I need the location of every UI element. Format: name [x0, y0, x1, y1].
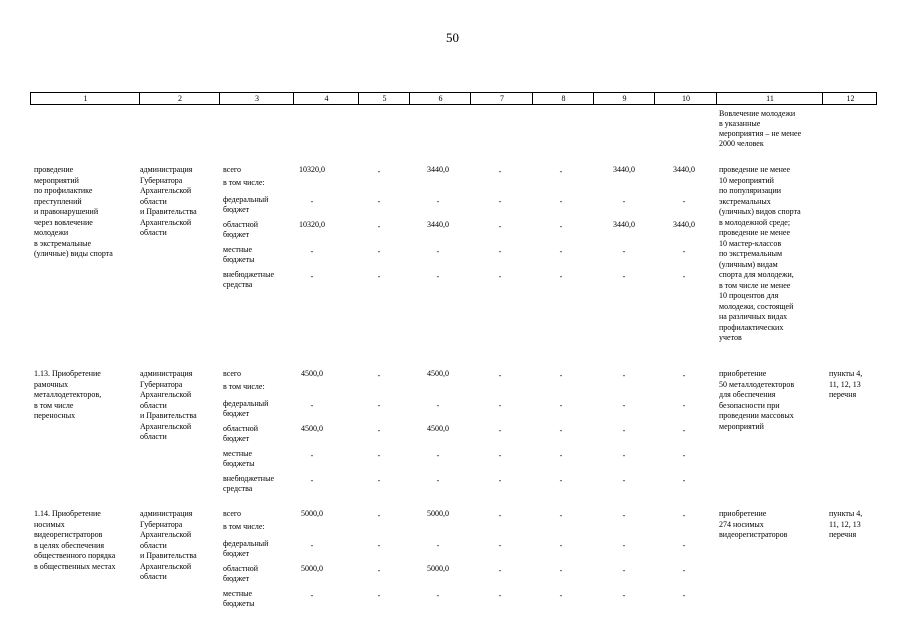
result-line: в молодежной среде; [719, 217, 791, 227]
result-line: видеорегистраторов [719, 530, 788, 539]
result-line: мероприятий [719, 421, 764, 431]
result-line: для обеспечения [719, 390, 776, 399]
value-cell: - [498, 401, 502, 410]
header-cell: 6 [438, 94, 443, 103]
header-divider [716, 93, 717, 104]
result-line: 50 металлодетекторов [719, 379, 795, 389]
executor-line: Архангельской [140, 561, 192, 571]
value-cell: - [622, 272, 626, 281]
funding-label: бюджет [223, 230, 250, 239]
value-cell: - [682, 197, 686, 206]
value-cell: - [436, 247, 440, 256]
value-cell: 3440,0 [673, 165, 695, 174]
header-divider [293, 93, 294, 104]
header-divider [654, 93, 655, 104]
result-line: 10 мероприятий [719, 175, 774, 185]
activity-line: мероприятий [34, 175, 79, 185]
header-cell: 8 [561, 94, 566, 103]
reference-line: перечня [829, 390, 857, 399]
reference-line: 11, 12, 13 [829, 519, 861, 529]
value-cell: - [310, 591, 314, 600]
header-divider [358, 93, 359, 104]
funding-label: бюджет [223, 205, 250, 214]
executor-line: области [140, 540, 167, 550]
executor-line: области [140, 432, 167, 441]
executor-line: Архангельской [140, 530, 192, 539]
value-cell: - [377, 426, 381, 435]
result-line: по популяризации [719, 186, 781, 195]
reference-line: пункты 4, [829, 369, 863, 378]
value-cell: 3440,0 [613, 165, 635, 174]
value-cell: - [622, 591, 626, 600]
funding-label: местные [223, 449, 253, 458]
header-cell: 3 [255, 94, 259, 103]
header-cell: 2 [178, 94, 182, 103]
value-cell: - [682, 511, 686, 520]
header-divider [532, 93, 533, 104]
value-cell: - [559, 272, 563, 281]
value-cell: - [622, 476, 626, 485]
value-cell: 3440,0 [427, 220, 449, 229]
value-cell: - [622, 426, 626, 435]
funding-label: областной [223, 564, 259, 573]
value-cell: 3440,0 [427, 165, 449, 174]
executor-line: и Правительства [140, 411, 197, 420]
executor-line: области [140, 400, 167, 410]
funding-label: бюджет [223, 409, 250, 418]
value-cell: - [498, 426, 502, 435]
funding-label: федеральный [223, 195, 269, 204]
executor-line: области [140, 572, 167, 581]
reference-line: перечня [829, 530, 857, 539]
result-line: учетов [719, 333, 742, 342]
value-cell: - [559, 566, 563, 575]
value-cell: - [559, 451, 563, 460]
value-cell: - [622, 371, 626, 380]
funding-label: бюджеты [223, 599, 255, 608]
result-line: по экстремальным [719, 249, 783, 258]
executor-line: и Правительства [140, 207, 197, 216]
value-cell: 4500,0 [301, 369, 323, 378]
value-cell: - [622, 511, 626, 520]
reference-line: 11, 12, 13 [829, 379, 861, 389]
activity-line: в том числе [34, 400, 74, 410]
activity-line: проведение [34, 165, 74, 174]
result-line: профилактических [719, 322, 784, 332]
result-line: в указанные [719, 119, 761, 128]
value-cell: 4500,0 [301, 424, 323, 433]
result-line: проведении массовых [719, 411, 794, 420]
result-line: приобретение [719, 369, 767, 378]
value-cell: - [377, 222, 381, 231]
value-cell: - [310, 272, 314, 281]
value-cell: 4500,0 [427, 369, 449, 378]
result-line: приобретение [719, 509, 767, 518]
executor-line: Архангельской [140, 217, 192, 227]
funding-label: всего [223, 369, 242, 378]
value-cell: - [377, 371, 381, 380]
activity-line: рамочных [34, 379, 69, 389]
activity-line: в экстремальные [34, 238, 92, 248]
header-cell: 1 [83, 94, 88, 103]
value-cell: - [377, 272, 381, 281]
funding-label: бюджет [223, 434, 250, 443]
result-line: проведение не менее [719, 165, 791, 174]
activity-line: видеорегистраторов [34, 530, 103, 539]
activity-line: в общественных местах [34, 561, 116, 571]
result-line: 10 процентов для [719, 291, 779, 300]
value-cell: - [377, 451, 381, 460]
value-cell: - [559, 401, 563, 410]
result-line: 10 мастер-классов [719, 238, 782, 248]
header-cell: 10 [682, 94, 690, 103]
value-cell: - [436, 401, 440, 410]
executor-line: Архангельской [140, 421, 192, 431]
funding-label: в том числе: [223, 522, 265, 531]
value-cell: - [377, 167, 381, 176]
value-cell: - [559, 222, 563, 231]
header-cell: 11 [766, 94, 774, 103]
executor-line: администрация [140, 369, 193, 378]
value-cell: - [682, 566, 686, 575]
result-line: спорта для молодежи, [719, 270, 794, 279]
funding-label: федеральный [223, 539, 269, 548]
page-number: 50 [446, 30, 459, 45]
value-cell: 4500,0 [427, 424, 449, 433]
result-line: (уличных) видов спорта [719, 207, 801, 216]
header-cell: 9 [622, 94, 627, 103]
activity-line: носимых [34, 519, 65, 529]
executor-line: и Правительства [140, 551, 197, 560]
value-cell: - [559, 426, 563, 435]
funding-label: в том числе: [223, 178, 265, 187]
funding-label: внебюджетные [223, 270, 274, 279]
executor-line: области [140, 228, 167, 237]
activity-line: переносных [34, 411, 76, 420]
value-cell: - [498, 476, 502, 485]
value-cell: - [498, 222, 502, 231]
value-cell: - [682, 371, 686, 380]
result-line: экстремальных [719, 196, 771, 206]
value-cell: - [559, 371, 563, 380]
value-cell: - [498, 566, 502, 575]
value-cell: - [310, 401, 314, 410]
value-cell: - [559, 591, 563, 600]
value-cell: - [377, 401, 381, 410]
value-cell: 5000,0 [427, 509, 449, 518]
value-cell: - [682, 272, 686, 281]
value-cell: - [682, 451, 686, 460]
activity-line: 1.14. Приобретение [34, 509, 101, 518]
result-line: безопасности при [719, 400, 780, 410]
funding-label: средства [223, 484, 253, 493]
value-cell: - [498, 371, 502, 380]
executor-line: Губернатора [140, 519, 183, 529]
funding-label: всего [223, 509, 242, 518]
executor-line: области [140, 196, 167, 206]
value-cell: - [559, 247, 563, 256]
executor-line: Архангельской [140, 390, 192, 399]
executor-line: Губернатора [140, 175, 183, 185]
result-line: (уличным) видам [719, 259, 778, 269]
result-line: в том числе не менее [719, 280, 791, 290]
value-cell: - [498, 272, 502, 281]
value-cell: - [436, 197, 440, 206]
funding-label: бюджеты [223, 255, 255, 264]
value-cell: - [498, 167, 502, 176]
result-line: 2000 человек [719, 139, 764, 148]
value-cell: - [622, 247, 626, 256]
value-cell: 10320,0 [299, 165, 325, 174]
value-cell: - [377, 197, 381, 206]
activity-line: молодежи [34, 228, 69, 237]
result-line: молодежи, состоящей [719, 301, 794, 311]
value-cell: - [377, 511, 381, 520]
value-cell: - [498, 511, 502, 520]
header-cell: 12 [846, 94, 855, 103]
executor-line: Губернатора [140, 379, 183, 389]
value-cell: - [622, 566, 626, 575]
value-cell: - [498, 451, 502, 460]
value-cell: 5000,0 [427, 564, 449, 573]
activity-line: общественного порядка [34, 551, 116, 560]
executor-line: администрация [140, 509, 193, 518]
result-line: мероприятия – не менее [719, 129, 802, 138]
funding-label: внебюджетные [223, 474, 274, 483]
header-divider [470, 93, 471, 104]
funding-label: местные [223, 245, 253, 254]
activity-line: металлодетекторов, [34, 390, 102, 399]
value-cell: - [377, 476, 381, 485]
header-divider [593, 93, 594, 104]
value-cell: - [377, 247, 381, 256]
value-cell: - [498, 591, 502, 600]
activity-line: в целях обеспечения [34, 540, 104, 550]
value-cell: - [436, 541, 440, 550]
table-header-row [30, 92, 877, 105]
activity-line: и правонарушений [34, 207, 99, 216]
result-line: на различных видах [719, 312, 788, 321]
value-cell: - [682, 401, 686, 410]
value-cell: - [377, 591, 381, 600]
funding-label: областной [223, 220, 259, 229]
value-cell: - [436, 451, 440, 460]
value-cell: - [310, 451, 314, 460]
value-cell: 5000,0 [301, 564, 323, 573]
funding-label: бюджет [223, 549, 250, 558]
value-cell: - [559, 476, 563, 485]
funding-label: всего [223, 165, 242, 174]
value-cell: - [310, 476, 314, 485]
value-cell: - [377, 566, 381, 575]
executor-line: Архангельской [140, 186, 192, 195]
value-cell: - [436, 272, 440, 281]
funding-label: бюджеты [223, 459, 255, 468]
value-cell: - [559, 197, 563, 206]
activity-line: преступлений [34, 196, 82, 206]
funding-label: федеральный [223, 399, 269, 408]
value-cell: - [498, 197, 502, 206]
header-divider [822, 93, 823, 104]
result-line: Вовлечение молодежи [719, 109, 796, 118]
header-divider [139, 93, 140, 104]
value-cell: - [559, 541, 563, 550]
funding-label: в том числе: [223, 382, 265, 391]
value-cell: - [682, 247, 686, 256]
value-cell: - [682, 426, 686, 435]
activity-line: (уличные) виды спорта [34, 249, 113, 258]
value-cell: - [682, 476, 686, 485]
value-cell: 5000,0 [301, 509, 323, 518]
value-cell: - [436, 476, 440, 485]
header-cell: 4 [324, 94, 329, 103]
header-cell: 7 [500, 94, 504, 103]
funding-label: местные [223, 589, 253, 598]
value-cell: - [310, 247, 314, 256]
header-cell: 5 [382, 94, 387, 103]
funding-label: средства [223, 280, 253, 289]
value-cell: - [622, 197, 626, 206]
value-cell: - [377, 541, 381, 550]
value-cell: 3440,0 [673, 220, 695, 229]
value-cell: 10320,0 [299, 220, 325, 229]
header-divider [219, 93, 220, 104]
value-cell: - [310, 197, 314, 206]
result-line: проведение не менее [719, 228, 791, 237]
value-cell: 3440,0 [613, 220, 635, 229]
activity-line: по профилактике [34, 186, 93, 195]
value-cell: - [436, 591, 440, 600]
value-cell: - [682, 591, 686, 600]
reference-line: пункты 4, [829, 509, 863, 518]
header-divider [409, 93, 410, 104]
executor-line: администрация [140, 165, 193, 174]
funding-label: бюджет [223, 574, 250, 583]
result-line: 274 носимых [719, 519, 764, 529]
value-cell: - [682, 541, 686, 550]
funding-label: областной [223, 424, 259, 433]
value-cell: - [622, 541, 626, 550]
value-cell: - [559, 167, 563, 176]
value-cell: - [559, 511, 563, 520]
activity-line: через вовлечение [34, 217, 93, 227]
value-cell: - [622, 401, 626, 410]
activity-line: 1.13. Приобретение [34, 369, 101, 378]
value-cell: - [310, 541, 314, 550]
value-cell: - [622, 451, 626, 460]
value-cell: - [498, 541, 502, 550]
value-cell: - [498, 247, 502, 256]
